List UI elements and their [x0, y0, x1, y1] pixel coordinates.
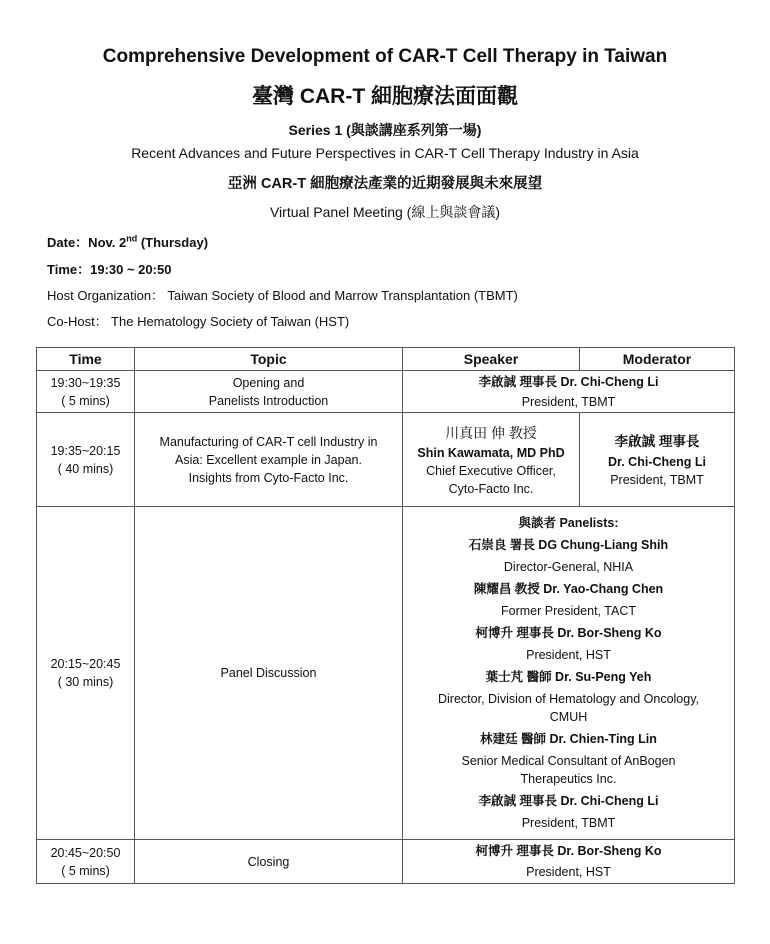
speaker-name-zh: 川真田 伸 教授: [445, 424, 537, 441]
table-row: [37, 371, 735, 413]
header-topic: Topic: [135, 348, 403, 371]
topic-cell: [135, 507, 403, 840]
panelist-title: President, HST: [526, 648, 611, 662]
moderator-name-zh: 李啟誠 理事長: [614, 433, 700, 449]
speaker-name: [407, 372, 730, 392]
date-suffix: (Thursday): [137, 235, 209, 250]
speaker-cell: [403, 413, 580, 507]
topic-cell: [135, 413, 403, 507]
speaker-title: President, HST: [526, 864, 611, 879]
panelist-name: 陳耀昌 教授 Dr. Yao-Chang Chen: [473, 582, 664, 596]
host-line: Host Organization： Taiwan Society of Blood and Marrow Transplantation (TBMT): [47, 288, 518, 303]
date-sup: nd: [126, 233, 138, 244]
table-row: [37, 413, 735, 507]
topic-line: Insights from Cyto-Facto Inc.: [188, 470, 349, 485]
title-chinese: 臺灣 CAR-T 細胞療法面面觀: [252, 85, 518, 108]
time-line: Time：19:30 ~ 20:50: [47, 262, 172, 277]
time-duration: ( 30 mins): [57, 675, 114, 689]
panelist-title-line: Director, Division of Hematology and Oncology,: [438, 692, 699, 706]
header-time: Time: [37, 348, 135, 371]
panelist-title-line: Therapeutics Inc.: [520, 772, 617, 786]
speaker-cell: [403, 840, 735, 884]
speaker-name-en: Shin Kawamata, MD PhD: [417, 445, 565, 460]
time-duration: ( 5 mins): [61, 393, 110, 408]
topic-cell: [135, 840, 403, 884]
panelist-title: Director-General, NHIA: [503, 560, 634, 574]
date-prefix: Date：Nov. 2: [47, 235, 127, 250]
schedule-table: [36, 347, 735, 884]
time-duration: ( 5 mins): [61, 863, 110, 878]
speaker-name-en: Dr. Chi-Cheng Li: [560, 374, 659, 389]
time-range: 19:35~20:15: [50, 443, 121, 458]
speaker-name: 柯博升 理事長 Dr. Bor-Sheng Ko: [475, 843, 662, 858]
moderator-name-en: Dr. Chi-Cheng Li: [608, 454, 706, 469]
topic-line: Panel Discussion: [220, 666, 317, 680]
panelist-title: [407, 750, 730, 790]
topic-line: Opening and: [232, 375, 305, 390]
speaker-title: Chief Executive Officer,: [426, 463, 556, 478]
subtitle-english: Recent Advances and Future Perspectives in CAR-T Cell Therapy Industry in Asia: [131, 145, 639, 161]
panelist-name: 石崇良 署長 DG Chung-Liang Shih: [468, 538, 669, 552]
time-range: 20:15~20:45: [50, 657, 121, 671]
topic-line: Asia: Excellent example in Japan.: [175, 452, 362, 467]
panelist-title: [407, 688, 730, 728]
header-moderator: Moderator: [580, 348, 735, 371]
time-cell: [37, 371, 135, 413]
panelist-title: Former President, TACT: [501, 604, 636, 618]
time-cell: [37, 840, 135, 884]
panelist-title: President, TBMT: [521, 816, 616, 830]
table-row: [37, 840, 735, 884]
time-cell: [37, 413, 135, 507]
time-duration: ( 40 mins): [57, 461, 114, 476]
speaker-name-zh: 李啟誠 理事長: [478, 374, 561, 389]
table-row: [37, 507, 735, 840]
moderator-cell: [580, 413, 735, 507]
speaker-cell: [403, 371, 735, 413]
series-label: Series 1 (與談講座系列第一場): [288, 122, 482, 138]
subtitle-chinese: 亞洲 CAR-T 細胞療法產業的近期發展與未來展望: [227, 176, 543, 192]
speaker-title: Cyto-Facto Inc.: [448, 481, 534, 496]
panelist-name: 柯博升 理事長 Dr. Bor-Sheng Ko: [475, 626, 662, 640]
cohost-line: Co-Host： The Hematology Society of Taiwan (HST): [47, 314, 350, 329]
time-cell: [37, 507, 135, 840]
panelist-name: 李啟誠 理事長 Dr. Chi-Cheng Li: [478, 794, 659, 808]
panelist-name: 葉士芃 醫師 Dr. Su-Peng Yeh: [485, 670, 652, 684]
time-range: 19:30~19:35: [50, 375, 121, 390]
moderator-title: President, TBMT: [610, 472, 704, 487]
title-english: Comprehensive Development of CAR-T Cell Therapy in Taiwan: [102, 46, 668, 67]
topic-line: Closing: [247, 854, 290, 869]
time-range: 20:45~20:50: [50, 845, 121, 860]
header-speaker: Speaker: [403, 348, 580, 371]
date-line: [47, 232, 208, 251]
panelists-heading: 與談者 Panelists:: [518, 516, 619, 530]
topic-cell: [135, 371, 403, 413]
topic-line: Manufacturing of CAR-T cell Industry in: [159, 434, 378, 449]
speaker-title: President, TBMT: [521, 394, 616, 409]
panelist-title-line: CMUH: [549, 710, 588, 724]
topic-line: Panelists Introduction: [208, 393, 329, 408]
panelist-name: 林建廷 醫師 Dr. Chien-Ting Lin: [480, 732, 657, 746]
meeting-type: Virtual Panel Meeting (線上與談會議): [269, 204, 501, 220]
panelists-cell: [403, 507, 735, 840]
table-header-row: [37, 348, 735, 371]
panelist-title-line: Senior Medical Consultant of AnBogen: [461, 754, 676, 768]
